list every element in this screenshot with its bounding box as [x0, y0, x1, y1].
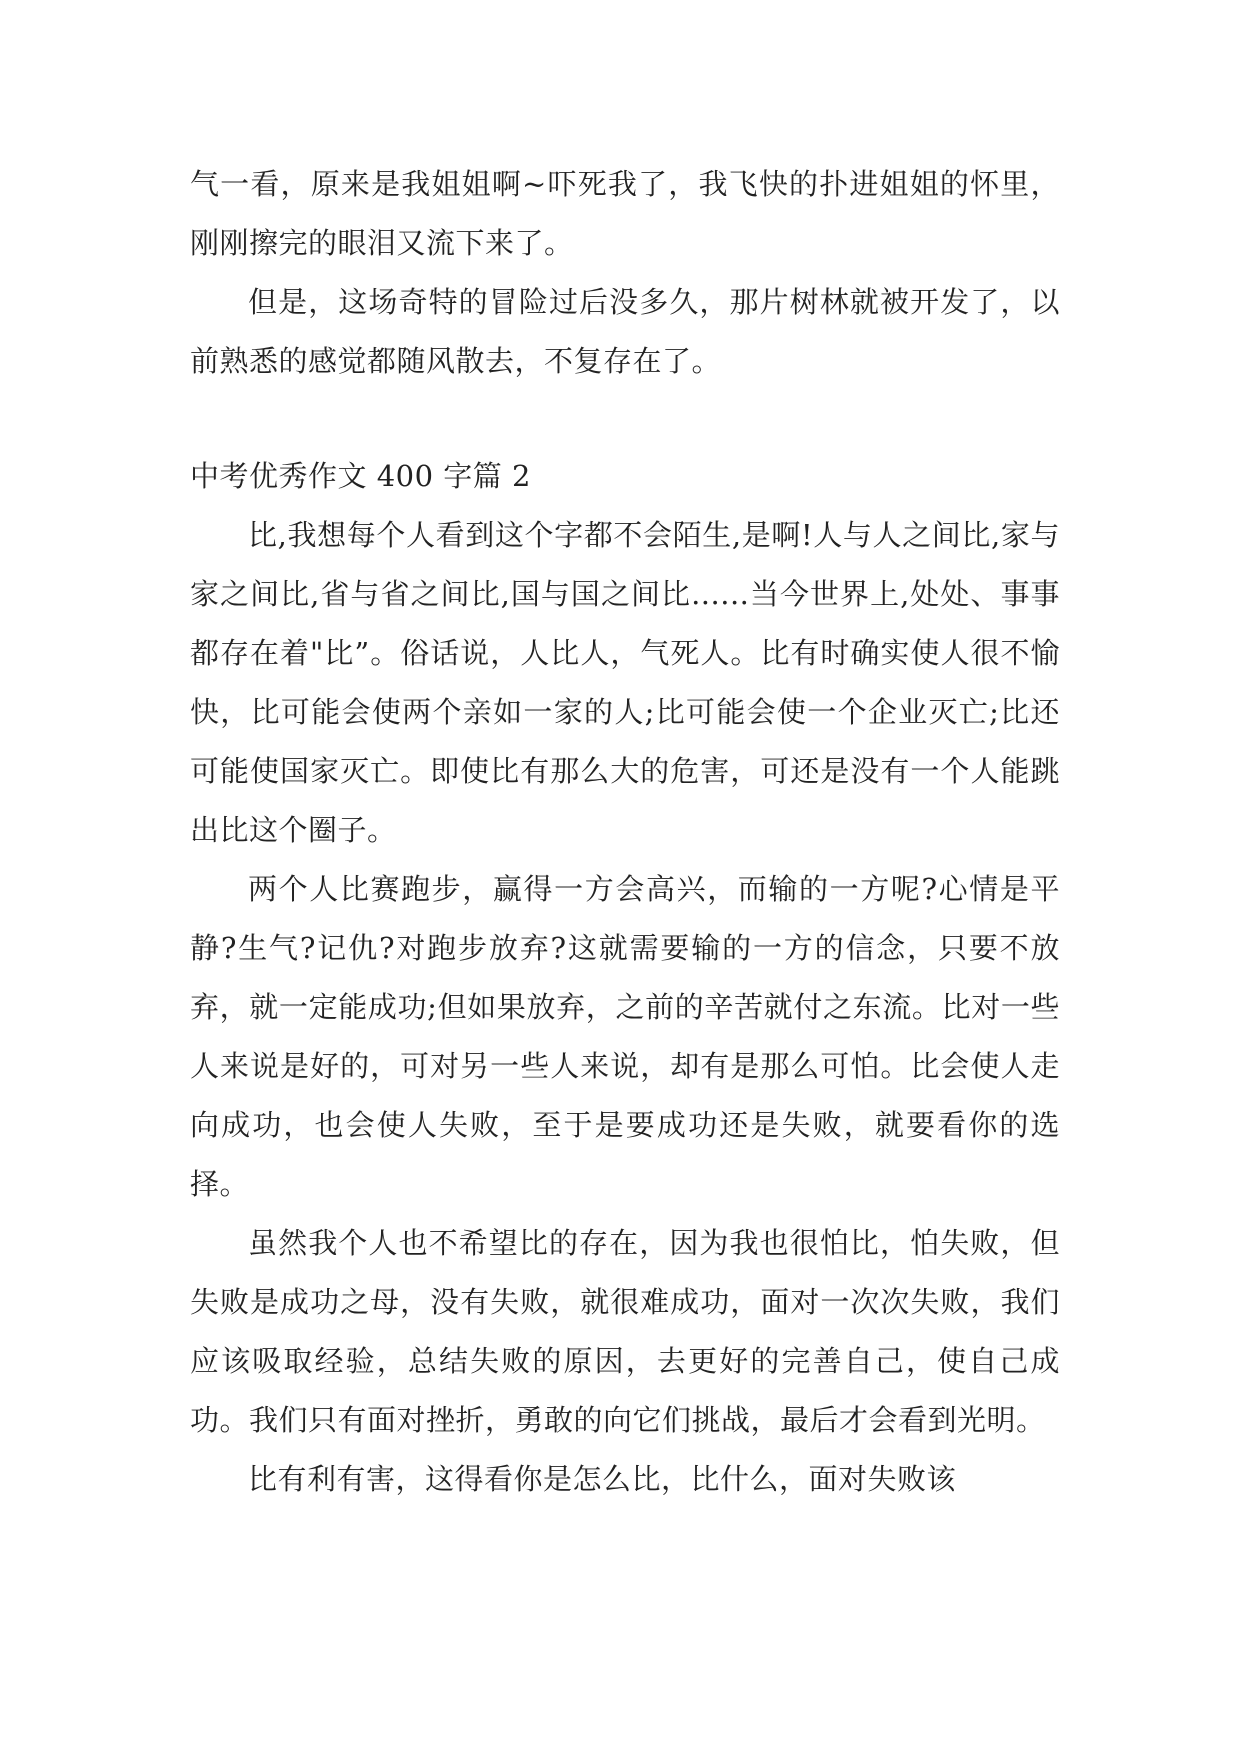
paragraph: 比,我想每个人看到这个字都不会陌生,是啊!人与人之间比,家与家之间比,省与省之间比,国与国之间比......当今世界上,处处、事事都存在着"比”。俗话说，人比人，气死人。比有时确实使人很不愉快，比可能会使两个亲如一家的人;比可能会使一个企业灭亡;比还可能使国家灭亡。即使比有那么大的危害，可还是没有一个人能跳出比这个圈子。	[190, 518, 1060, 847]
paragraph: 虽然我个人也不希望比的存在，因为我也很怕比，怕失败，但失败是成功之母，没有失败，就很难成功，面对一次次失败，我们应该吸取经验，总结失败的原因，去更好的完善自己，使自己成功。我们只有面对挫折，勇敢的向它们挑战，最后才会看到光明。	[190, 1226, 1060, 1437]
essay-heading: 中考优秀作文 400 字篇 2	[190, 459, 531, 493]
paragraph: 比有利有害，这得看你是怎么比，比什么，面对失败该	[248, 1462, 957, 1496]
paragraph: 但是，这场奇特的冒险过后没多久，那片树林就被开发了，以前熟悉的感觉都随风散去，不复存在了。	[190, 285, 1060, 378]
paragraph: 两个人比赛跑步，赢得一方会高兴，而输的一方呢?心情是平静?生气?记仇?对跑步放弃?这就需要输的一方的信念，只要不放弃，就一定能成功;但如果放弃，之前的辛苦就付之东流。比对一些人来说是好的，可对另一些人来说，却有是那么可怕。比会使人走向成功，也会使人失败，至于是要成功还是失败，就要看你的选择。	[190, 872, 1060, 1201]
document-body	[190, 155, 1060, 1509]
paragraph-continued: 气一看，原来是我姐姐啊~吓死我了，我飞快的扑进姐姐的怀里，刚刚擦完的眼泪又流下来了。	[190, 167, 1060, 260]
